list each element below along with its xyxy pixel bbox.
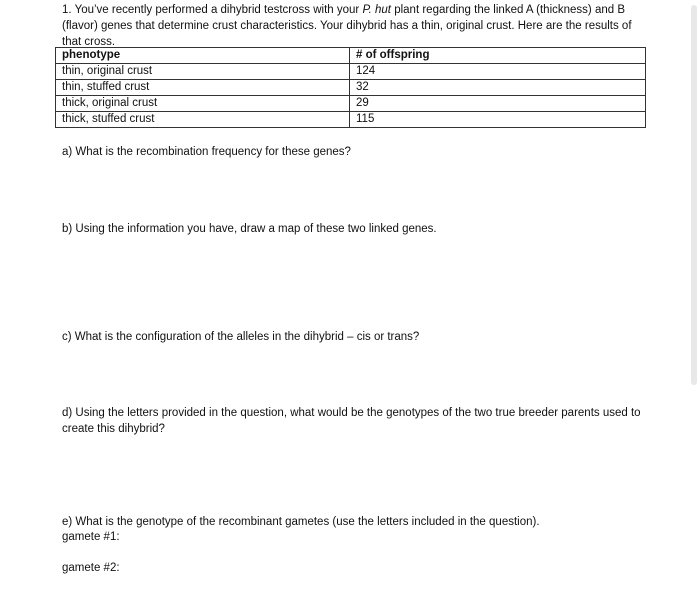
offspring-count-cell: 32	[350, 80, 646, 96]
offspring-table	[55, 47, 646, 128]
table-header-row	[56, 48, 646, 64]
gamete-2-label: gamete #2:	[62, 562, 120, 574]
offspring-count-cell: 124	[350, 64, 646, 80]
offspring-count-cell: 115	[350, 112, 646, 128]
vertical-scrollbar[interactable]	[688, 0, 700, 601]
question-e: e) What is the genotype of the recombinant gametes (use the letters included in the question).	[62, 516, 540, 528]
scrollbar-thumb[interactable]	[691, 5, 697, 385]
question-a: a) What is the recombination frequency for these genes?	[62, 146, 351, 158]
intro-text-end: plant regarding the linked A (thickness) and B (flavor) genes that determine crust characteristics. Your dihybrid has a thin, original crust. Here are the results of that cross.	[62, 4, 632, 48]
phenotype-cell: thin, stuffed crust	[56, 80, 350, 96]
intro-text-start: 1. You’ve recently performed a dihybrid testcross with your	[62, 4, 363, 16]
header-offspring-count: # of offspring	[350, 48, 646, 64]
table-row	[56, 64, 646, 80]
table-row	[56, 112, 646, 128]
gamete-1-label: gamete #1:	[62, 531, 120, 543]
phenotype-cell: thin, original crust	[56, 64, 350, 80]
table-row	[56, 96, 646, 112]
table-row	[56, 80, 646, 96]
offspring-count-cell: 29	[350, 96, 646, 112]
phenotype-cell: thick, original crust	[56, 96, 350, 112]
species-name: P. hut	[362, 4, 392, 16]
question-c: c) What is the configuration of the alleles in the dihybrid – cis or trans?	[62, 331, 420, 343]
question-d: d) Using the letters provided in the question, what would be the genotypes of the two true breeder parents used to create this dihybrid?	[62, 407, 641, 435]
question-intro	[62, 2, 652, 50]
phenotype-cell: thick, stuffed crust	[56, 112, 350, 128]
header-phenotype: phenotype	[56, 48, 350, 64]
question-b: b) Using the information you have, draw a map of these two linked genes.	[62, 223, 437, 235]
